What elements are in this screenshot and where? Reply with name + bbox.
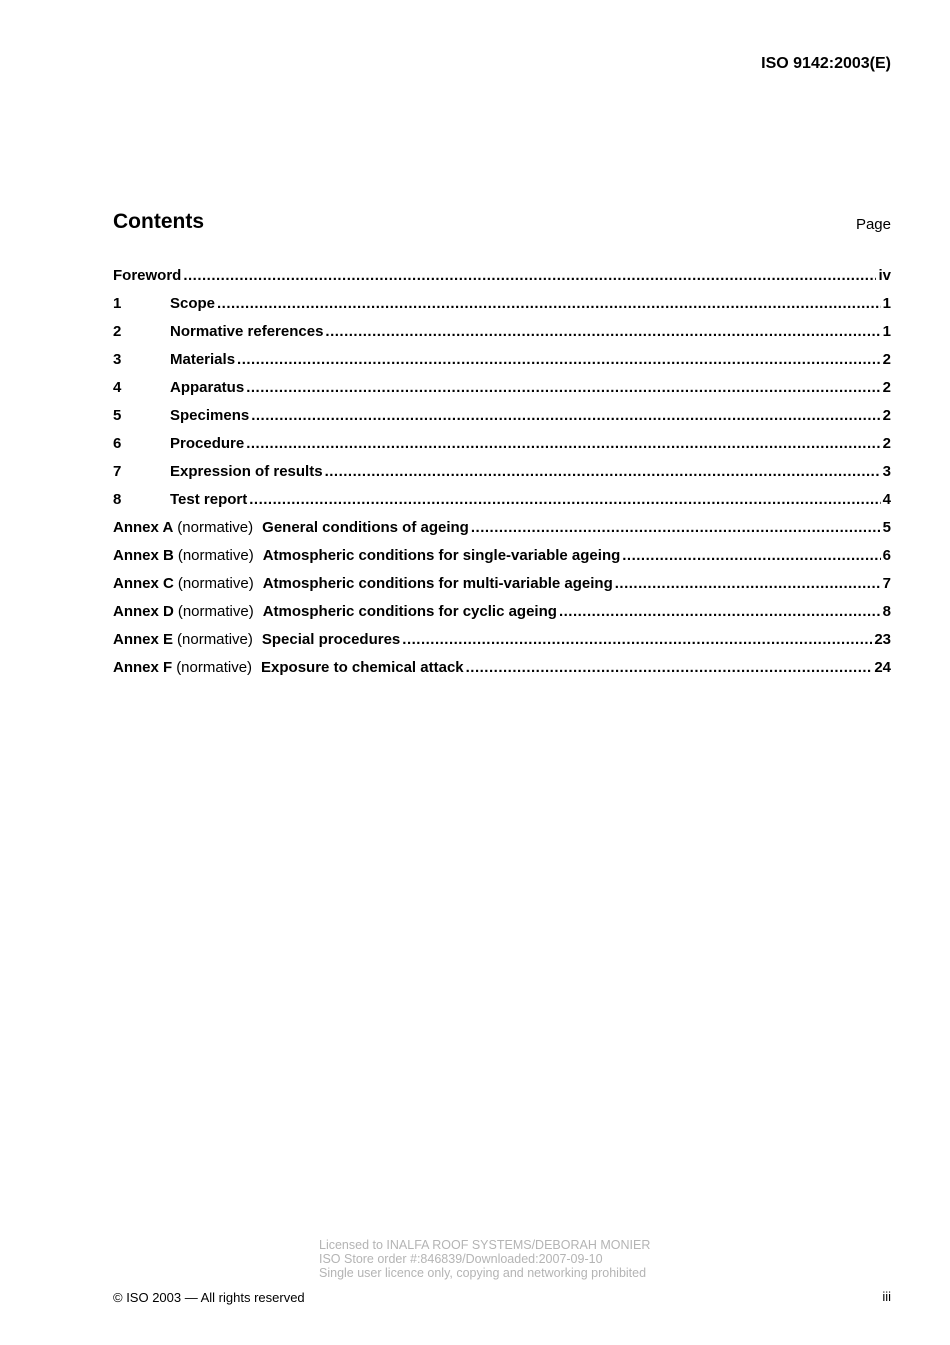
- toc-entry-number: 1: [113, 295, 122, 312]
- toc-leader-dots: [217, 295, 881, 312]
- toc-entry-page: 3: [882, 463, 891, 480]
- toc-entry-title: Scope: [170, 295, 216, 312]
- toc-entry-title: Exposure to chemical attack: [261, 659, 464, 676]
- contents-header: [113, 210, 891, 238]
- toc-leader-dots: [246, 435, 880, 452]
- toc-annex-label: Annex E: [113, 631, 174, 648]
- toc-entry-title: Test report: [170, 491, 248, 508]
- toc-entry-page: 7: [882, 575, 891, 592]
- toc-entry-annex-c[interactable]: [113, 575, 891, 603]
- toc-entry-page: 2: [882, 351, 891, 368]
- toc-entry-annex-a[interactable]: [113, 519, 891, 547]
- toc-annex-label: Annex D: [113, 603, 174, 620]
- toc-leader-dots: [615, 575, 881, 592]
- toc-annex-type: (normative): [177, 575, 254, 592]
- toc-entry-annex-e[interactable]: [113, 631, 891, 659]
- toc-leader-dots: [402, 631, 872, 648]
- toc-entry-test-report[interactable]: [113, 491, 891, 519]
- toc-entry-number: 8: [113, 491, 122, 508]
- toc-entry-title: Atmospheric conditions for single-variable ageing: [262, 547, 621, 564]
- toc-leader-dots: [246, 379, 880, 396]
- watermark-line: Single user licence only, copying and networking prohibited: [319, 1266, 647, 1280]
- toc-entry-procedure[interactable]: [113, 435, 891, 463]
- toc-leader-dots: [622, 547, 880, 564]
- toc-entry-number: 4: [113, 379, 122, 396]
- toc-entry-scope[interactable]: [113, 295, 891, 323]
- toc-entry-title: Atmospheric conditions for cyclic ageing: [262, 603, 557, 620]
- toc-entry-number: 7: [113, 463, 122, 480]
- toc-entry-number: 6: [113, 435, 122, 452]
- toc-entry-title: Special procedures: [261, 631, 401, 648]
- toc-entry-annex-b[interactable]: [113, 547, 891, 575]
- toc-entry-annex-d[interactable]: [113, 603, 891, 631]
- toc-leader-dots: [183, 267, 876, 284]
- toc-entry-specimens[interactable]: [113, 407, 891, 435]
- watermark-line: Licensed to INALFA ROOF SYSTEMS/DEBORAH MONIER: [319, 1238, 651, 1252]
- toc-annex-label: Annex B: [113, 547, 174, 564]
- toc-entry-title: Apparatus: [170, 379, 245, 396]
- toc-annex-label: Annex C: [113, 575, 174, 592]
- toc-entry-page: 5: [882, 519, 891, 536]
- toc-entry-page: 2: [882, 435, 891, 452]
- toc-annex-type: (normative): [177, 631, 253, 648]
- footer-copyright: © ISO 2003 — All rights reserved: [113, 1290, 305, 1305]
- toc-entry-apparatus[interactable]: [113, 379, 891, 407]
- toc-entry-number: 3: [113, 351, 122, 368]
- toc-entry-title: Expression of results: [170, 463, 323, 480]
- table-of-contents: [113, 267, 891, 687]
- toc-entry-annex-f[interactable]: [113, 659, 891, 687]
- toc-entry-number: 5: [113, 407, 122, 424]
- toc-leader-dots: [466, 659, 873, 676]
- toc-annex-type: (normative): [177, 603, 254, 620]
- toc-leader-dots: [237, 351, 881, 368]
- toc-annex-label: Annex A: [113, 519, 174, 536]
- document-id: ISO 9142:2003(E): [761, 55, 891, 72]
- toc-entry-number: 2: [113, 323, 122, 340]
- toc-entry-title: Foreword: [113, 267, 182, 284]
- toc-entry-page: 1: [882, 323, 891, 340]
- toc-entry-title: Normative references: [170, 323, 324, 340]
- toc-leader-dots: [249, 491, 880, 508]
- toc-entry-page: iv: [878, 267, 891, 284]
- toc-entry-title: Procedure: [170, 435, 245, 452]
- toc-entry-expression-of-results[interactable]: [113, 463, 891, 491]
- watermark-line: ISO Store order #:846839/Downloaded:2007-09-10: [319, 1252, 603, 1266]
- toc-entry-normative-references[interactable]: [113, 323, 891, 351]
- toc-entry-page: 6: [882, 547, 891, 564]
- toc-entry-page: 4: [882, 491, 891, 508]
- toc-entry-title: Specimens: [170, 407, 250, 424]
- toc-annex-type: (normative): [176, 659, 253, 676]
- toc-annex-type: (normative): [177, 547, 254, 564]
- page-column-label: Page: [855, 216, 891, 233]
- toc-entry-page: 23: [874, 631, 891, 648]
- toc-annex-label: Annex F: [113, 659, 173, 676]
- toc-leader-dots: [325, 323, 880, 340]
- toc-entry-page: 1: [882, 295, 891, 312]
- toc-leader-dots: [559, 603, 881, 620]
- licence-watermark: [319, 1238, 650, 1280]
- toc-entry-title: Materials: [170, 351, 236, 368]
- toc-entry-page: 24: [874, 659, 891, 676]
- toc-entry-title: General conditions of ageing: [262, 519, 469, 536]
- toc-entry-page: 8: [882, 603, 891, 620]
- toc-annex-type: (normative): [177, 519, 254, 536]
- toc-entry-page: 2: [882, 407, 891, 424]
- contents-title: Contents: [113, 210, 204, 233]
- toc-entry-materials[interactable]: [113, 351, 891, 379]
- toc-leader-dots: [471, 519, 881, 536]
- toc-entry-title: Atmospheric conditions for multi-variable ageing: [262, 575, 613, 592]
- toc-entry-foreword[interactable]: [113, 267, 891, 295]
- toc-leader-dots: [251, 407, 880, 424]
- toc-leader-dots: [325, 463, 881, 480]
- toc-entry-page: 2: [882, 379, 891, 396]
- footer-page-number: iii: [882, 1289, 891, 1304]
